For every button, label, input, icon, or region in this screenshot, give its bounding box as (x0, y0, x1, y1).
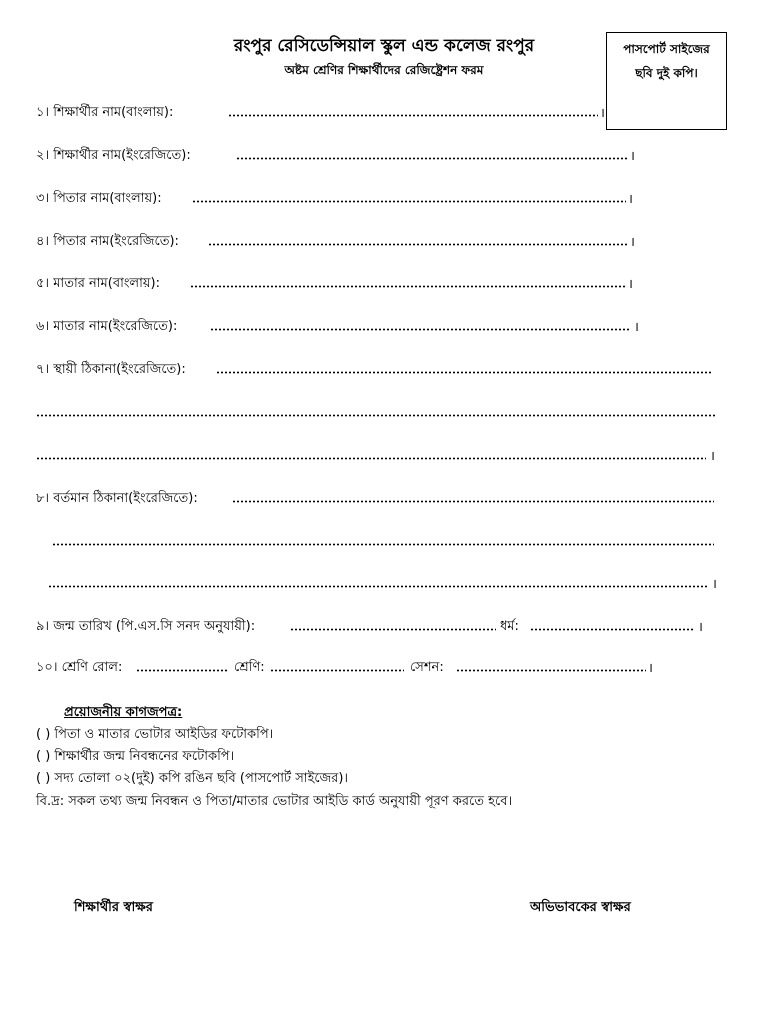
form-subtitle: অষ্টম শ্রেণির শিক্ষার্থীদের রেজিষ্ট্রেশন ফরম (284, 63, 484, 77)
session-field[interactable] (456, 658, 646, 672)
class-roll-label: ১০। শ্রেণি রোল: (36, 660, 123, 675)
father-name-bangla-field[interactable] (192, 189, 626, 203)
permanent-address-field-line3[interactable] (36, 446, 706, 460)
end-mark: । (648, 661, 653, 676)
birth-date-field[interactable] (290, 617, 496, 631)
mother-name-bangla-field[interactable] (190, 274, 626, 288)
present-address-field-line1[interactable] (232, 489, 714, 503)
mother-name-bangla-label: ৫। মাতার নাম(বাংলায়): (36, 276, 160, 291)
end-mark: । (628, 277, 633, 292)
class-label: শ্রেণি: (234, 660, 265, 675)
mother-name-english-field[interactable] (210, 317, 630, 331)
end-mark: । (600, 106, 605, 121)
student-signature-label: শিক্ষার্থীর স্বাক্ষর (74, 900, 153, 915)
permanent-address-label: ৭। স্থায়ী ঠিকানা(ইংরেজিতে): (36, 362, 186, 377)
student-name-bangla-label: ১। শিক্ষার্থীর নাম(বাংলায়): (36, 105, 174, 120)
passport-photo-box (606, 32, 727, 130)
photo-box-line1: পাসপোর্ট সাইজের (623, 42, 710, 56)
father-name-english-label: ৪। পিতার নাম(ইংরেজিতে): (36, 234, 179, 249)
guardian-signature-label: অভিভাবকের স্বাক্ষর (530, 900, 631, 915)
student-name-bangla-field[interactable] (228, 103, 598, 117)
present-address-label: ৮। বর্তমান ঠিকানা(ইংরেজিতে): (36, 491, 198, 506)
required-documents-title: প্রয়োজনীয় কাগজপত্র: (64, 705, 183, 720)
document-item: ( ) সদ্য তোলা ০২(দুই) কপি রঙিন ছবি (পাসপোর্ট সাইজের)। (36, 771, 349, 786)
end-mark: । (630, 235, 635, 250)
end-mark: । (710, 449, 715, 464)
document-item: ( ) পিতা ও মাতার ভোটার আইডির ফটোকপি। (36, 727, 274, 742)
form-title: রংপুর রেসিডেন্সিয়াল স্কুল এন্ড কলেজ রংপুর (233, 36, 535, 56)
student-name-english-field[interactable] (236, 146, 628, 160)
end-mark: । (628, 192, 633, 207)
class-field[interactable] (270, 658, 404, 672)
class-roll-field[interactable] (136, 658, 228, 672)
father-name-english-field[interactable] (208, 232, 628, 246)
father-name-bangla-label: ৩। পিতার নাম(বাংলায়): (36, 191, 162, 206)
religion-label: ধর্ম: (500, 619, 519, 634)
photo-box-line2: ছবি দুই কপি। (635, 66, 698, 80)
important-note: বি.দ্র: সকল তথ্য জন্ম নিবন্ধন ও পিতা/মাতার ভোটার আইডি কার্ড অনুযায়ী পূরণ করতে হবে। (36, 794, 513, 809)
mother-name-english-label: ৬। মাতার নাম(ইংরেজিতে): (36, 319, 178, 334)
permanent-address-field-line2[interactable] (36, 403, 716, 417)
present-address-field-line3[interactable] (48, 574, 708, 588)
session-label: সেশন: (410, 660, 444, 675)
religion-field[interactable] (530, 617, 694, 631)
end-mark: । (634, 320, 639, 335)
document-item: ( ) শিক্ষার্থীর জন্ম নিবন্ধনের ফটোকপি। (36, 749, 235, 764)
end-mark: । (712, 577, 717, 592)
birth-date-label: ৯। জন্ম তারিখ (পি.এস.সি সনদ অনুযায়ী): (36, 619, 256, 634)
end-mark: । (698, 620, 703, 635)
present-address-field-line2[interactable] (52, 532, 714, 546)
student-name-english-label: ২। শিক্ষার্থীর নাম(ইংরেজিতে): (36, 148, 191, 163)
permanent-address-field-line1[interactable] (216, 360, 712, 374)
end-mark: । (630, 149, 635, 164)
